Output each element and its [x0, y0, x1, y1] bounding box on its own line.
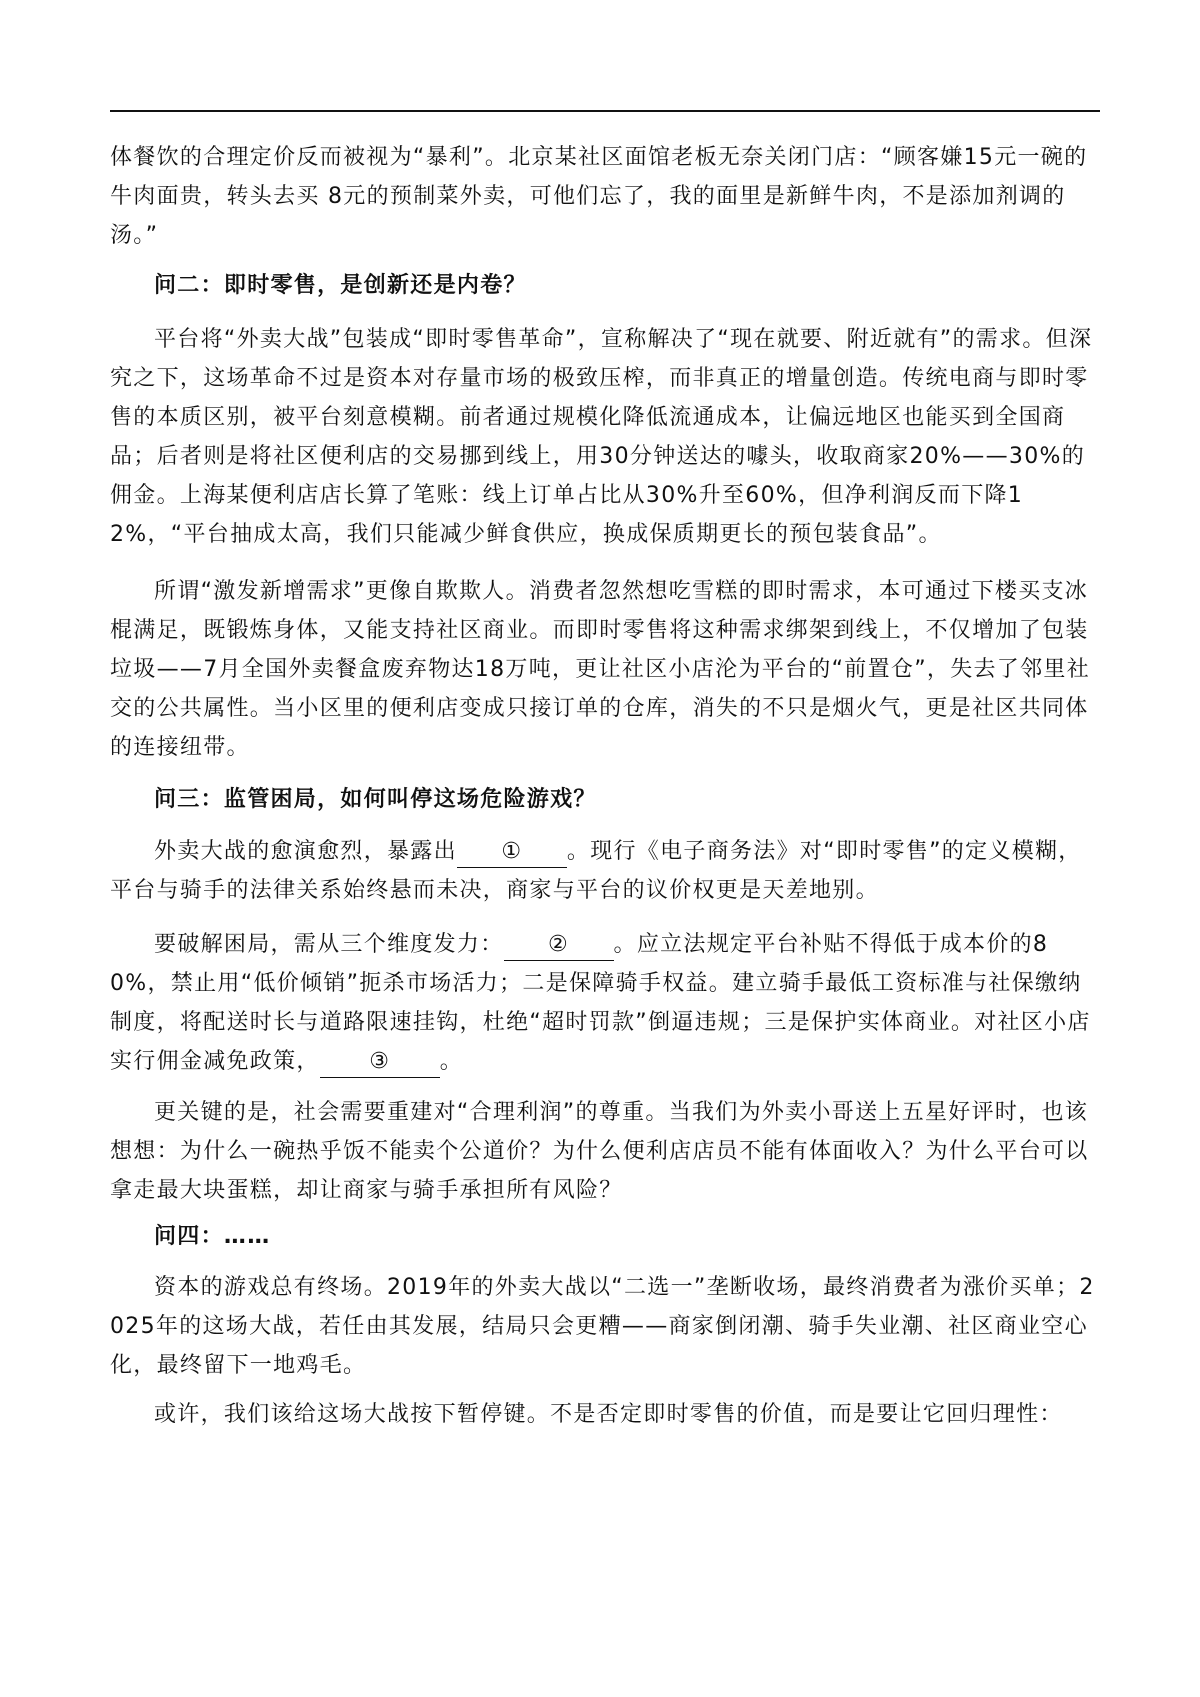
paragraph-7: 资本的游戏总有终场。2019年的外卖大战以“二选一”垄断收场，最终消费者为涨价买单；2025年的这场大战，若任由其发展，结局只会更糟——商家倒闭潮、骑手失业潮、社区商业空心化，最终留下一地鸡毛。 [110, 1275, 1095, 1378]
blank-1: ① [457, 837, 567, 868]
section-question-3-body-3 [110, 1093, 1100, 1210]
question-4-heading: 问四：…… [154, 1224, 271, 1249]
question-3-heading: 问三：监管困局，如何叫停这场危险游戏？ [154, 787, 597, 812]
paragraph-5 [110, 925, 1100, 1081]
paragraph-8: 或许，我们该给这场大战按下暂停键。不是否定即时零售的价值，而是要让它回归理性： [154, 1402, 1063, 1427]
paragraph-5-text-a: 要破解困局，需从三个维度发力： [154, 932, 504, 957]
section-question-3 [110, 780, 1100, 819]
paragraph-4 [110, 832, 1100, 910]
question-2-heading: 问二：即时零售，是创新还是内卷？ [154, 273, 527, 298]
paragraph-4-text-a: 外卖大战的愈演愈烈，暴露出 [154, 839, 457, 864]
paragraph-5-text-b: 。应立法规定平台补贴不得低于成本价的80%，禁止用“低价倾销”扼杀市场活力；二是保障骑手权益。建立骑手最低工资标准与社保缴纳制度，将配送时长与道路限速挂钩，杜绝“超时罚款”倒逼违规；三是保护实体商业。对社区小店实行佣金减免政策， [110, 932, 1091, 1074]
section-question-4 [110, 1217, 1100, 1256]
section-question-4-body-2 [110, 1395, 1100, 1434]
paragraph-6: 更关键的是，社会需要重建对“合理利润”的尊重。当我们为外卖小哥送上五星好评时，也该想想：为什么一碗热乎饭不能卖个公道价？为什么便利店店员不能有体面收入？为什么平台可以拿走最大块蛋糕，却让商家与骑手承担所有风险？ [110, 1100, 1089, 1203]
paragraph-2: 平台将“外卖大战”包装成“即时零售革命”，宣称解决了“现在就要、附近就有”的需求。但深究之下，这场革命不过是资本对存量市场的极致压榨，而非真正的增量创造。传统电商与即时零售的本质区别，被平台刻意模糊。前者通过规模化降低流通成本，让偏远地区也能买到全国商品；后者则是将社区便利店的交易挪到线上，用30分钟送达的噱头，收取商家20%——30%的佣金。上海某便利店店长算了笔账：线上订单占比从30%升至60%，但净利润反而下降12%，“平台抽成太高，我们只能减少鲜食供应，换成保质期更长的预包装食品”。 [110, 327, 1093, 547]
paragraph-1: 体餐饮的合理定价反而被视为“暴利”。北京某社区面馆老板无奈关闭门店：“顾客嫌15元一碗的牛肉面贵，转头去买 8元的预制菜外卖，可他们忘了，我的面里是新鲜牛肉，不是添加剂调的汤。” [110, 145, 1088, 248]
paragraph-5-text-c: 。 [439, 1049, 464, 1074]
section-question-4-body [110, 1268, 1100, 1385]
section-question-2-body [110, 320, 1100, 554]
blank-2: ② [504, 930, 614, 961]
paragraph-4-text-b: 。现行《电子商务法》对“即时零售”的定义模糊，平台与骑手的法律关系始终悬而未决，商家与平台的议价权更是天差地别。 [110, 839, 1082, 903]
paragraph-continued [110, 138, 1100, 255]
section-question-3-body [110, 832, 1100, 910]
blank-3: ③ [320, 1047, 440, 1078]
section-question-2-body-2 [110, 572, 1100, 767]
header-rule [110, 110, 1100, 112]
section-question-2 [110, 266, 1100, 305]
section-question-3-body-2 [110, 925, 1100, 1081]
paragraph-3: 所谓“激发新增需求”更像自欺欺人。消费者忽然想吃雪糕的即时需求，本可通过下楼买支冰棍满足，既锻炼身体，又能支持社区商业。而即时零售将这种需求绑架到线上，不仅增加了包装垃圾——7月全国外卖餐盒废弃物达18万吨，更让社区小店沦为平台的“前置仓”，失去了邻里社交的公共属性。当小区里的便利店变成只接订单的仓库，消失的不只是烟火气，更是社区共同体的连接纽带。 [110, 579, 1090, 760]
